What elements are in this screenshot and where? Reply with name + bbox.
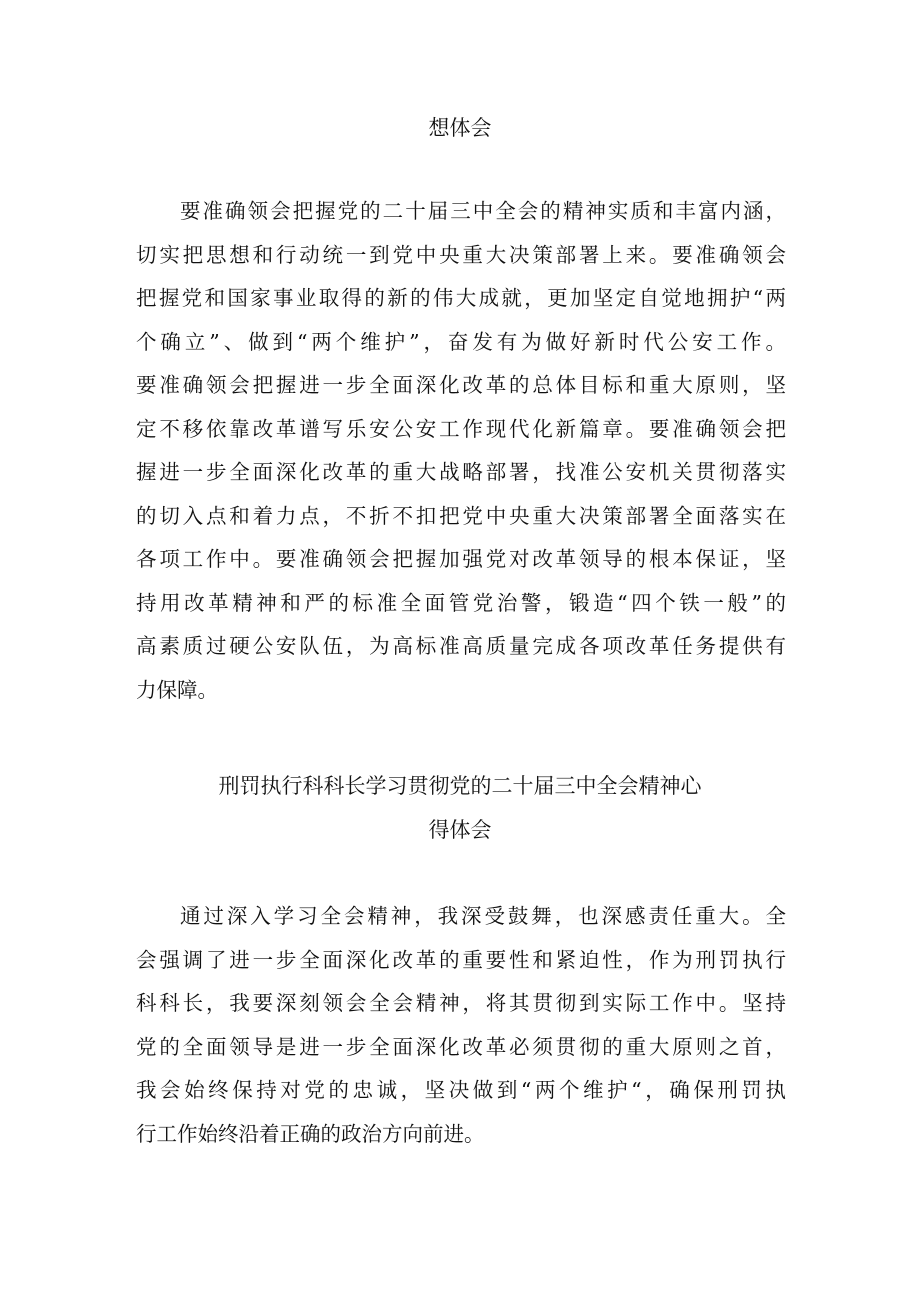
paragraph-line: 要准确领会把握党的二十届三中全会的精神实质和丰富内涵， — [180, 199, 786, 223]
section-1-paragraph — [136, 190, 786, 712]
paragraph-line: 的切入点和着力点，不折不扣把党中央重大决策部署全面落实在 — [136, 503, 786, 528]
paragraph-line: 要准确领会把握进一步全面深化改革的总体目标和重大原则，坚 — [136, 373, 786, 397]
title-line: 刑罚执行科科长学习贯彻党的二十届三中全会精神心 — [218, 774, 702, 798]
paragraph-line: 科科长，我要深刻领会全会精神，将其贯彻到实际工作中。坚持 — [136, 991, 786, 1015]
paragraph-line: 握进一步全面深化改革的重大战略部署，找准公安机关贯彻落实 — [136, 460, 786, 484]
paragraph-line: 定不移依靠改革谱写乐安公安工作现代化新篇章。要准确领会把 — [136, 416, 786, 441]
paragraph-line: 把握党和国家事业取得的新的伟大成就，更加坚定自觉地拥护“两 — [136, 286, 786, 310]
section-1-title — [120, 106, 800, 150]
paragraph-line: 高素质过硬公安队伍，为高标准高质量完成各项改革任务提供有 — [136, 634, 786, 658]
section-2-title — [120, 764, 800, 852]
paragraph-line: 各项工作中。要准确领会把握加强党对改革领导的根本保证，坚 — [136, 547, 786, 571]
paragraph-line: 党的全面领导是进一步全面深化改革必须贯彻的重大原则之首， — [136, 1034, 786, 1059]
paragraph-line: 切实把思想和行动统一到党中央重大决策部署上来。要准确领会 — [136, 242, 786, 267]
title-line: 想体会 — [428, 116, 492, 140]
paragraph-line: 行工作始终沿着正确的政治方向前进。 — [136, 1121, 485, 1146]
paragraph-line: 力保障。 — [136, 677, 218, 702]
paragraph-line: 会强调了进一步全面深化改革的重要性和紧迫性，作为刑罚执行 — [136, 947, 786, 972]
section-2-paragraph — [136, 895, 786, 1156]
paragraph-line: 持用改革精神和严的标准全面管党治警，锻造“四个铁一般”的 — [136, 590, 786, 615]
paragraph-line: 我会始终保持对党的忠诚，坚决做到“两个维护“，确保刑罚执 — [136, 1078, 786, 1102]
paragraph-line: 通过深入学习全会精神，我深受鼓舞，也深感责任重大。全 — [180, 904, 786, 928]
title-line: 得体会 — [428, 818, 492, 842]
paragraph-line: 个确立”、做到“两个维护”，奋发有为做好新时代公安工作。 — [136, 329, 786, 354]
